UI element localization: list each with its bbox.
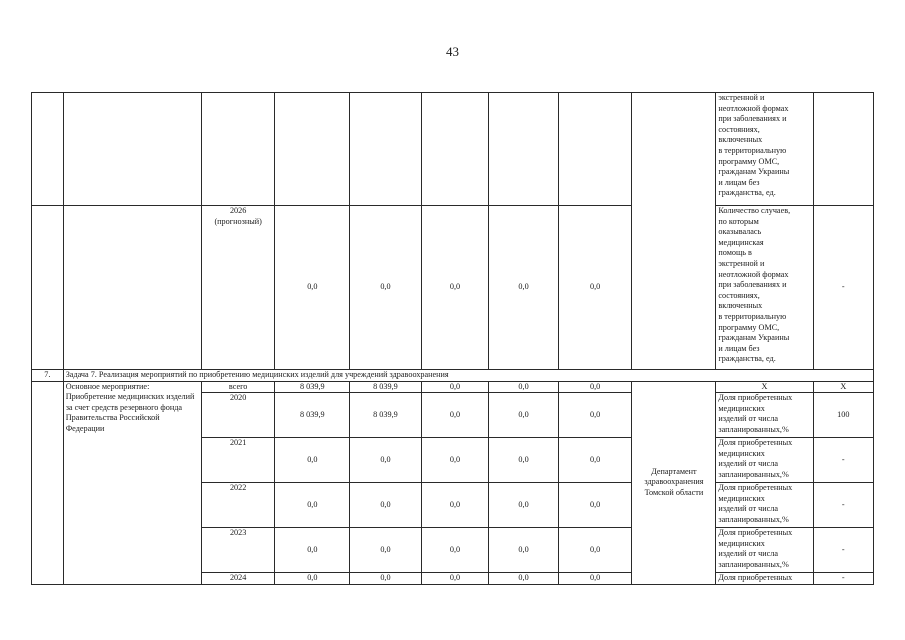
table-row <box>32 93 874 206</box>
event-name-cell: Основное мероприятие: Приобретение медицинских изделий за счет средств резервного фонда Правительства Российской Федерации <box>63 381 201 584</box>
page-number: 43 <box>446 44 459 59</box>
indicator-cell: Доля приобретенных медицинских изделий от числа запланированных,% <box>716 438 813 483</box>
value-cell: 0,0 <box>558 438 632 483</box>
value-cell: 0,0 <box>489 483 559 528</box>
indicator-cell: экстренной и неотложной формах при заболеваниях и состояниях, включенных в территориальную программу ОМС, гражданам Украины и лицам без гражданства, ед. <box>716 93 813 206</box>
task-row <box>32 370 874 382</box>
year-cell: 2021 <box>201 438 275 483</box>
program-table <box>31 92 874 585</box>
target-cell: Х <box>813 381 873 393</box>
value-cell: 8 039,9 <box>275 381 350 393</box>
year-cell: 2020 <box>201 393 275 438</box>
value-cell: 0,0 <box>558 483 632 528</box>
value-cell: 0,0 <box>489 528 559 573</box>
indicator-cell: Количество случаев, по которым оказывалась медицинская помощь в экстренной и неотложной формах при заболеваниях и состояниях, включенных в территориальную программу ОМС, гражданам Украины и лицам без гражданства, ед. <box>716 206 813 370</box>
value-cell: 0,0 <box>275 573 350 585</box>
value-cell: 0,0 <box>558 573 632 585</box>
event-name-cell <box>63 206 201 370</box>
value-cell: 0,0 <box>350 573 422 585</box>
value-cell: 0,0 <box>421 438 489 483</box>
year-cell: 2022 <box>201 483 275 528</box>
target-cell: - <box>813 438 873 483</box>
value-cell: 0,0 <box>489 573 559 585</box>
value-cell: 0,0 <box>350 206 422 370</box>
target-cell: - <box>813 483 873 528</box>
value-cell <box>350 93 422 206</box>
value-cell: 0,0 <box>275 206 350 370</box>
task-number: 7. <box>32 370 64 382</box>
value-cell: 0,0 <box>421 483 489 528</box>
value-cell: 8 039,9 <box>275 393 350 438</box>
year-cell: 2026 (прогнозный) <box>201 206 275 370</box>
value-cell: 0,0 <box>489 381 559 393</box>
value-cell: 0,0 <box>275 438 350 483</box>
indicator-cell: Доля приобретенных <box>716 573 813 585</box>
value-cell: 0,0 <box>558 206 632 370</box>
year-cell: 2023 <box>201 528 275 573</box>
value-cell: 0,0 <box>489 206 559 370</box>
value-cell: 0,0 <box>421 573 489 585</box>
value-cell <box>275 93 350 206</box>
executor-cell: Департамент здравоохранения Томской области <box>632 381 716 584</box>
value-cell: 8 039,9 <box>350 393 422 438</box>
value-cell: 0,0 <box>421 528 489 573</box>
value-cell: 0,0 <box>558 381 632 393</box>
indicator-cell: Доля приобретенных медицинских изделий от числа запланированных,% <box>716 393 813 438</box>
value-cell: 0,0 <box>275 528 350 573</box>
indicator-cell: Доля приобретенных медицинских изделий от числа запланированных,% <box>716 483 813 528</box>
value-cell: 0,0 <box>489 393 559 438</box>
year-cell <box>201 93 275 206</box>
target-cell: - <box>813 528 873 573</box>
target-cell: - <box>813 573 873 585</box>
value-cell: 0,0 <box>558 528 632 573</box>
indicator-cell: Х <box>716 381 813 393</box>
number-cell <box>32 93 64 206</box>
indicator-cell: Доля приобретенных медицинских изделий от числа запланированных,% <box>716 528 813 573</box>
value-cell: 0,0 <box>421 393 489 438</box>
value-cell <box>558 93 632 206</box>
value-cell <box>421 93 489 206</box>
value-cell: 0,0 <box>350 528 422 573</box>
number-cell <box>32 381 64 584</box>
value-cell: 0,0 <box>350 438 422 483</box>
value-cell: 0,0 <box>421 381 489 393</box>
value-cell <box>489 93 559 206</box>
value-cell: 8 039,9 <box>350 381 422 393</box>
value-cell: 0,0 <box>421 206 489 370</box>
value-cell: 0,0 <box>489 438 559 483</box>
task-title: Задача 7. Реализация мероприятий по приобретению медицинских изделий для учреждений здравоохранения <box>63 370 873 382</box>
table-row <box>32 381 874 393</box>
event-name-cell <box>63 93 201 206</box>
value-cell: 0,0 <box>350 483 422 528</box>
target-cell: 100 <box>813 393 873 438</box>
table-row <box>32 206 874 370</box>
year-cell: всего <box>201 381 275 393</box>
target-cell: - <box>813 206 873 370</box>
value-cell: 0,0 <box>275 483 350 528</box>
number-cell <box>32 206 64 370</box>
year-cell: 2024 <box>201 573 275 585</box>
executor-cell <box>632 93 716 370</box>
value-cell: 0,0 <box>558 393 632 438</box>
target-cell <box>813 93 873 206</box>
